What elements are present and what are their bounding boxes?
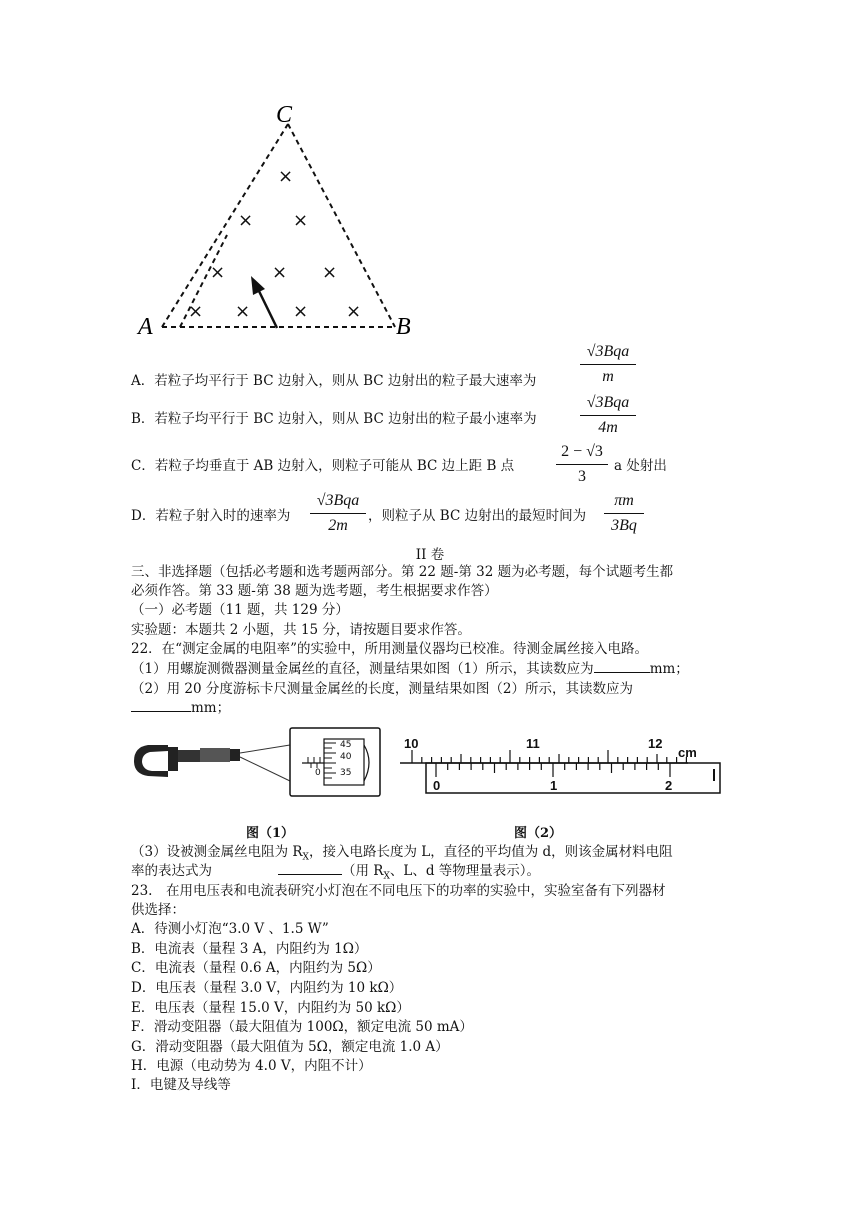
figure-2-caption: 图（2） [514, 826, 563, 841]
q22-stem: 22．在“测定金属的电阻率”的实验中，所用测量仪器均已校准。待测金属丝接入电路。 [131, 641, 648, 657]
q23-stem-line-1: 23. 在用电压表和电流表研究小灯泡在不同电压下的功率的实验中，实验室备有下列器材 [131, 883, 666, 899]
field-mark: × [272, 262, 288, 283]
q22-part-3-text: （3）设被测金属丝电阻为 R [131, 844, 303, 860]
field-mark: × [346, 301, 362, 322]
option-d-part2: ，则粒子从 BC 边射出的最短时间为 [368, 508, 587, 524]
denominator: 2m [328, 517, 348, 534]
q22-part-1-unit: mm； [649, 661, 689, 677]
field-mark: × [238, 210, 254, 231]
q23-item: D．电压表（量程 3.0 V，内阻约为 10 kΩ） [131, 980, 403, 996]
micrometer-tick-label: 40 [340, 752, 352, 762]
micrometer-tick-label: 35 [340, 768, 352, 778]
field-mark: × [293, 210, 309, 231]
option-c-part1: C．若粒子均垂直于 AB 边射入，则粒子可能从 BC 边上距 B 点 [131, 458, 515, 474]
q23-item: H．电源（电动势为 4.0 V，内阻不计） [131, 1058, 372, 1074]
triangle-magnetic-field-figure [130, 100, 430, 345]
vertex-b-label: B [396, 314, 411, 340]
q22-part-2-unit: mm； [191, 700, 231, 716]
q23-item: F．滑动变阻器（最大阻值为 100Ω，额定电流 50 mA） [131, 1019, 473, 1035]
micrometer-figure [132, 725, 382, 800]
subscript: X [383, 871, 390, 882]
option-d-part1: D．若粒子射入时的速率为 [131, 508, 291, 524]
numerator: √3Bqa [586, 394, 630, 411]
vernier-scale-label: 1 [550, 778, 558, 793]
q23-item: E．电压表（量程 15.0 V，内阻约为 50 kΩ） [131, 1000, 410, 1016]
vertex-a-label: A [138, 314, 153, 340]
option-b-fraction [580, 393, 636, 438]
subscript: X [302, 852, 309, 863]
numerator: πm [614, 492, 634, 509]
field-mark: × [188, 301, 204, 322]
vernier-caliper-figure [398, 735, 723, 800]
vernier-scale-label: 2 [665, 778, 673, 793]
vertex-c-label: C [276, 102, 293, 128]
field-mark: × [322, 262, 338, 283]
option-a-fraction [580, 342, 636, 387]
q23-stem-line-2: 供选择： [131, 902, 185, 918]
denominator: 4m [598, 419, 618, 436]
field-mark: × [235, 301, 251, 322]
option-d-fraction-2 [604, 491, 644, 536]
numerator: 2 − √3 [561, 443, 603, 460]
q22-part-3-text-rest: ，接入电路长度为 L，直径的平均值为 d，则该金属材料电阻 [308, 844, 673, 860]
numerator: √3Bqa [316, 492, 360, 509]
q22-part-1-text: （1）用螺旋测微器测量金属丝的直径，测量结果如图（1）所示，其读数应为 [131, 661, 594, 677]
q22-part-3-text-2: 率的表达式为 [131, 863, 212, 879]
section-3-line-1: 三、非选择题（包括必考题和选考题两部分。第 22 题-第 32 题为必考题，每个试题考生都 [131, 564, 674, 580]
micrometer-tick-label: 45 [340, 740, 352, 750]
option-c-fraction [556, 442, 608, 487]
denominator: 3 [578, 468, 586, 485]
option-a: A．若粒子均平行于 BC 边射入，则从 BC 边射出的粒子最大速率为 [131, 373, 537, 389]
option-d-fraction-1 [310, 491, 366, 536]
section-title: II 卷 [415, 547, 445, 563]
q23-item: I．电键及导线等 [131, 1077, 231, 1093]
denominator: 3Bq [611, 517, 637, 534]
unit-label: cm [678, 745, 697, 760]
section-3-line-2: 必须作答。第 33 题-第 38 题为选考题，考生根据要求作答） [131, 583, 498, 599]
numerator: √3Bqa [586, 343, 630, 360]
q23-item: B．电流表（量程 3 A，内阻约为 1Ω） [131, 941, 368, 957]
field-mark: × [210, 262, 226, 283]
required-header: （一）必考题（11 题，共 129 分） [131, 602, 349, 618]
figure-1-caption: 图（1） [246, 826, 295, 841]
micrometer-tick-label: 0 [315, 768, 321, 778]
main-scale-label: 10 [404, 736, 419, 751]
q23-item: A．待测小灯泡“3.0 V 、1.5 W” [131, 921, 329, 937]
q22-part-1 [131, 660, 689, 678]
experiment-intro: 实验题：本题共 2 小题，共 15 分，请按题目要求作答。 [131, 622, 471, 638]
option-b: B．若粒子均平行于 BC 边射入，则从 BC 边射出的粒子最小速率为 [131, 411, 537, 427]
field-mark: × [278, 166, 294, 187]
q22-part-3-hint: （用 R [342, 863, 384, 879]
main-scale-label: 12 [648, 736, 663, 751]
vernier-scale-label: 0 [433, 778, 441, 793]
denominator: m [602, 368, 614, 385]
field-mark: × [293, 301, 309, 322]
q23-item: C．电流表（量程 0.6 A，内阻约为 5Ω） [131, 960, 381, 976]
q22-part-3-hint-rest: 、L、d 等物理量表示）。 [389, 863, 541, 879]
main-scale-label: 11 [526, 736, 540, 751]
option-c-part2: a 处射出 [614, 458, 667, 474]
q22-part-2: （2）用 20 分度游标卡尺测量金属丝的长度，测量结果如图（2）所示，其读数应为 [131, 681, 633, 697]
q22-part-2-answer [131, 699, 230, 717]
q23-item: G．滑动变阻器（最大阻值为 5Ω，额定电流 1.0 A） [131, 1039, 449, 1055]
